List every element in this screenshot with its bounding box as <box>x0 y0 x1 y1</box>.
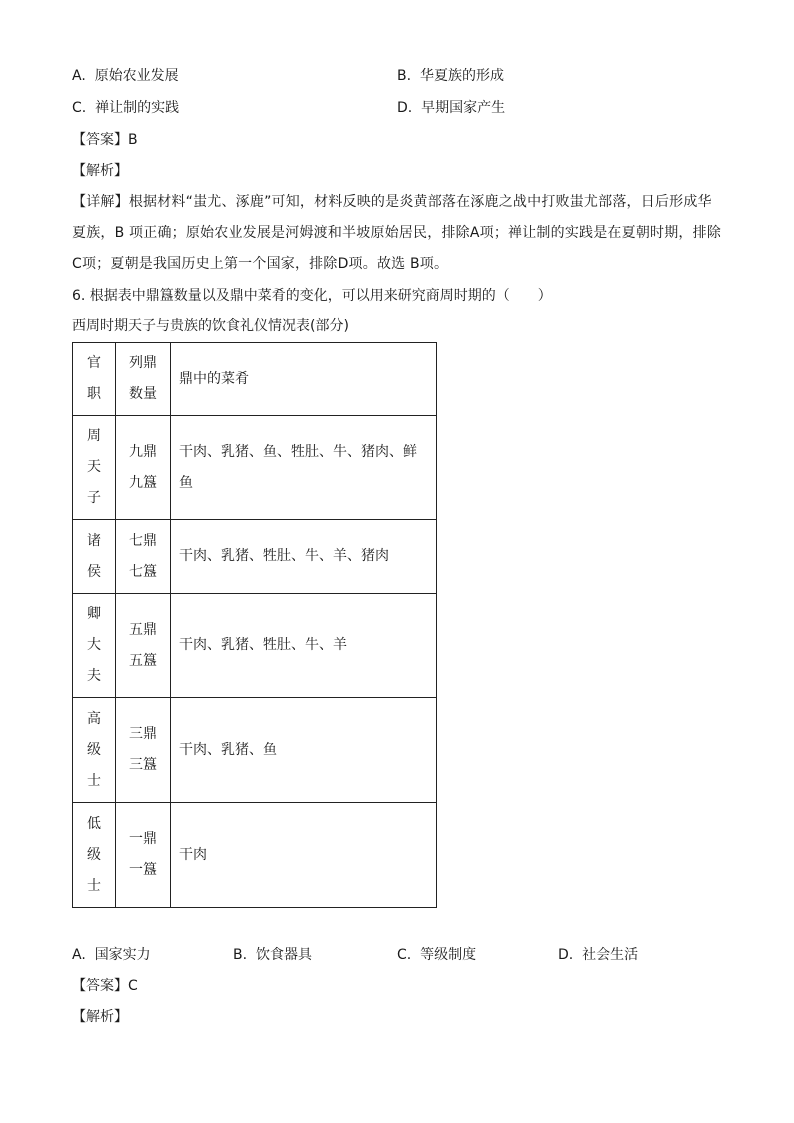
option-text: 华夏族的形成 <box>419 68 504 84</box>
table-header-row <box>73 343 437 416</box>
rank-cell: 周 天 子 <box>73 416 116 520</box>
q6-option-d <box>558 945 638 965</box>
count-cell: 五鼎 五簋 <box>116 594 171 698</box>
q6-stem: 6. 根据表中鼎簋数量以及鼎中菜肴的变化，可以用来研究商周时期的（ ） <box>72 288 552 304</box>
rank-cell: 卿 大 夫 <box>73 594 116 698</box>
option-text: 国家实力 <box>94 947 151 963</box>
q6-option-a <box>72 945 151 965</box>
count-cell: 一鼎 一簋 <box>116 803 171 908</box>
option-text: 社会生活 <box>582 947 639 963</box>
option-text: 原始农业发展 <box>94 68 179 84</box>
q6-option-b <box>233 945 312 965</box>
option-text: 等级制度 <box>420 947 477 963</box>
detail-label: 【详解】 <box>72 194 129 210</box>
dishes-cell: 干肉、乳猪、牲肚、牛、羊 <box>171 594 437 698</box>
count-cell: 九鼎 九簋 <box>116 416 171 520</box>
q6-option-c <box>397 945 476 965</box>
q5-detail-paragraph <box>72 187 722 280</box>
table-row <box>73 698 437 803</box>
option-letter: D. <box>397 100 413 116</box>
answer-value: C <box>128 978 138 994</box>
option-letter: C. <box>397 947 412 963</box>
dishes-cell: 干肉、乳猪、鱼、牲肚、牛、猪肉、鲜鱼 <box>171 416 437 520</box>
option-text: 饮食器具 <box>255 947 312 963</box>
q6-table-title: 西周时期天子与贵族的饮食礼仪情况表(部分) <box>72 318 349 334</box>
q6-analysis-label: 【解析】 <box>72 1009 128 1025</box>
option-letter: A. <box>72 947 86 963</box>
header-dishes: 鼎中的菜肴 <box>171 343 437 416</box>
answer-label: 【答案】 <box>72 132 128 148</box>
option-letter: C. <box>72 100 87 116</box>
dishes-cell: 干肉、乳猪、鱼 <box>171 698 437 803</box>
option-text: 早期国家产生 <box>421 100 506 116</box>
q5-option-b <box>397 66 504 86</box>
count-cell: 七鼎 七簋 <box>116 520 171 594</box>
option-text: 禅让制的实践 <box>95 100 180 116</box>
q5-option-c <box>72 98 179 118</box>
header-rank: 官 职 <box>73 343 116 416</box>
detail-text: 根据材料“蚩尤、涿鹿”可知，材料反映的是炎黄部落在涿鹿之战中打败蚩尤部落，日后形成华夏族，B 项正确；原始农业发展是河姆渡和半坡原始居民，排除A项；禅让制的实践是在夏朝时期，排除C项；夏朝是我国历史上第一个国家，排除D项。故选 B项。 <box>72 194 722 272</box>
rank-cell: 低 级 士 <box>73 803 116 908</box>
table-row <box>73 520 437 594</box>
rank-cell: 诸 侯 <box>73 520 116 594</box>
q6-answer <box>72 976 138 996</box>
dishes-cell: 干肉 <box>171 803 437 908</box>
ritual-table <box>72 342 437 908</box>
table-row <box>73 594 437 698</box>
answer-value: B <box>128 132 138 148</box>
table-row <box>73 803 437 908</box>
option-letter: B. <box>397 68 412 84</box>
header-count: 列鼎 数量 <box>116 343 171 416</box>
table-row <box>73 416 437 520</box>
option-letter: A. <box>72 68 86 84</box>
q5-option-a <box>72 66 179 86</box>
option-letter: B. <box>233 947 248 963</box>
dishes-cell: 干肉、乳猪、牲肚、牛、羊、猪肉 <box>171 520 437 594</box>
count-cell: 三鼎 三簋 <box>116 698 171 803</box>
option-letter: D. <box>558 947 574 963</box>
answer-label: 【答案】 <box>72 978 128 994</box>
q5-answer <box>72 130 138 150</box>
q5-analysis-label: 【解析】 <box>72 163 128 179</box>
rank-cell: 高 级 士 <box>73 698 116 803</box>
q5-option-d <box>397 98 505 118</box>
